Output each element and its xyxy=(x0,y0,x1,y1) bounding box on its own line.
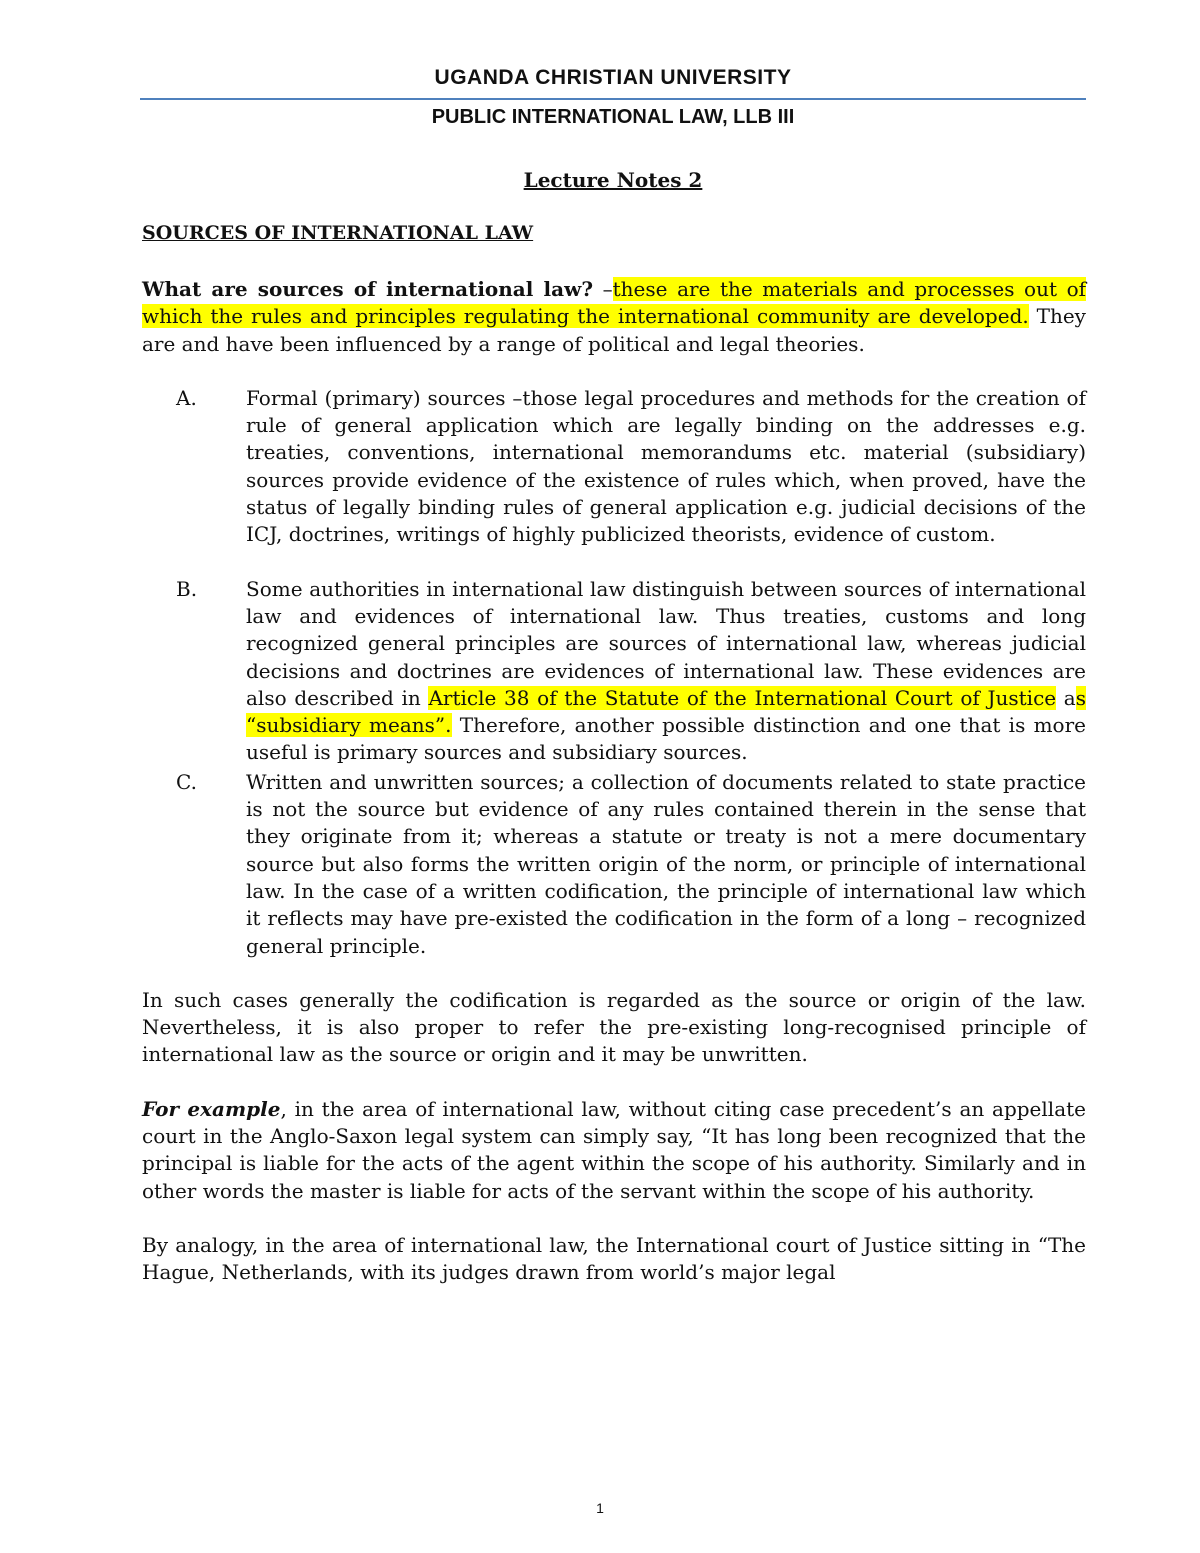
list-letter-c: C. xyxy=(176,769,197,794)
intro-paragraph xyxy=(142,276,1086,358)
page-number: 1 xyxy=(596,1500,604,1516)
list-item-a xyxy=(142,385,1086,549)
intro-dash: – xyxy=(593,277,613,301)
analogy-paragraph: By analogy, in the area of international law, the International court of Justice sitting in “The Hague, Netherlands, with its judges drawn from world’s major legal xyxy=(142,1232,1086,1285)
list-text-b xyxy=(246,576,1086,767)
document-header xyxy=(140,66,1086,129)
intro-question: What are sources of international law? xyxy=(142,277,594,301)
example-paragraph xyxy=(142,1096,1086,1205)
list-text-a: Formal (primary) sources –those legal procedures and methods for the creation of rule of general application which are legally binding on the addresses e.g. treaties, conventions, international memorandums etc. material (subsidiary) sources provide evidence of the existence of rules which, when proved, have the status of legally binding rules of general application e.g. judicial decisions of the ICJ, doctrines, writings of highly publicized theorists, evidence of custom. xyxy=(246,385,1086,547)
list-b-mid: a xyxy=(1056,685,1076,710)
university-name: UGANDA CHRISTIAN UNIVERSITY xyxy=(434,66,792,89)
intro-highlight: these are the materials and processes out of which the rules and principles regulating the international community are developed. xyxy=(142,277,1087,329)
list-letter-b: B. xyxy=(176,576,198,601)
subsidiary-means-highlight: s “subsidiary means”. xyxy=(246,685,1086,738)
codification-paragraph: In such cases generally the codification is regarded as the source or origin of the law. Nevertheless, it is also proper to refer the pre-existing long-recognised principle of international law as the source or origin and it may be unwritten. xyxy=(142,987,1086,1067)
course-title: PUBLIC INTERNATIONAL LAW, LLB III xyxy=(431,106,795,128)
list-item-c xyxy=(142,769,1086,960)
list-letter-a: A. xyxy=(176,385,197,410)
header-rule xyxy=(140,98,1086,100)
article-38-highlight: Article 38 of the Statute of the International Court of Justice xyxy=(428,685,1057,710)
list-b-before: Some authorities in international law distinguish between sources of international law and evidences of international law. Thus treaties, customs and long recognized general principles are sources of international law, whereas judicial decisions and doctrines are evidences of international law. These evidences are also described in xyxy=(246,576,1086,710)
example-lead: For example xyxy=(142,1096,281,1121)
example-text: , in the area of international law, without citing case precedent’s an appellate court in the Anglo-Saxon legal system can simply say, “It has long been recognized that the principal is liable for the acts of the agent within the scope of his authority. Similarly and in other words the master is liable for acts of the servant within the scope of his authority. xyxy=(142,1096,1086,1203)
list-text-c: Written and unwritten sources; a collection of documents related to state practice is not the source but evidence of any rules contained therein in the sense that they originate from it; whereas a statute or treaty is not a mere documentary source but also forms the written origin of the norm, or principle of international law. In the case of a written codification, the principle of international law which it reflects may have pre-existed the codification in the form of a long – recognized general principle. xyxy=(246,769,1086,958)
list-b-after: Therefore, another possible distinction and one that is more useful is primary sources and subsidiary sources. xyxy=(246,713,1086,765)
lecture-title: Lecture Notes 2 xyxy=(523,168,703,192)
section-title: SOURCES OF INTERNATIONAL LAW xyxy=(142,222,534,244)
list-item-b xyxy=(142,576,1086,767)
document-body xyxy=(142,276,1086,1287)
intro-rest: They are and have been influenced by a range of political and legal theories. xyxy=(142,304,1086,356)
